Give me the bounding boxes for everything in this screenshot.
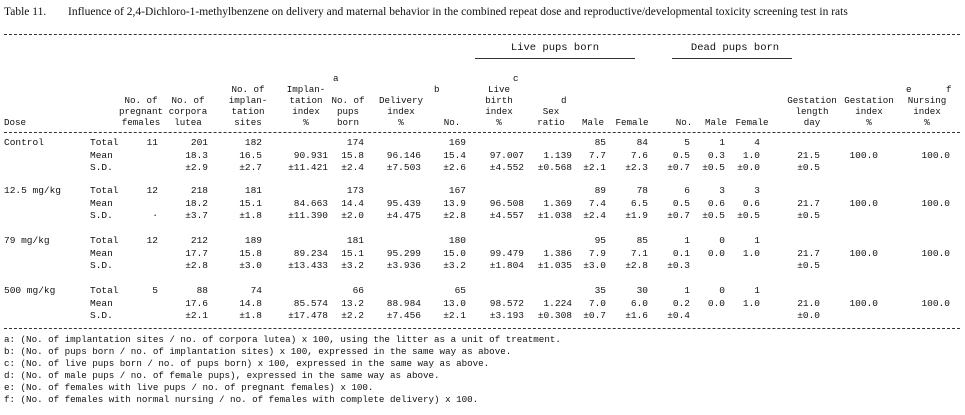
- cell-gest_idx: 100.0: [849, 297, 878, 309]
- cell-pups: 15.8: [341, 149, 364, 161]
- cell-pregnant: 11: [146, 137, 158, 148]
- cell-live_no: 167: [448, 185, 466, 196]
- cell-corpora: 212: [190, 235, 208, 246]
- cell-stat: S.D.: [90, 210, 113, 221]
- col-header-nurs_idx: Nursing index %: [907, 95, 947, 128]
- cell-pups: ±2.0: [341, 210, 364, 221]
- cell-male: ±2.4: [583, 210, 606, 221]
- footnote-mark-sex_ratio: d: [561, 95, 567, 106]
- cell-deliv_idx: ±7.503: [386, 162, 421, 173]
- footnote: d: (No. of male pups / no. of female pups), expressed in the same way as above.: [4, 370, 440, 381]
- cell-pregnant: 5: [152, 285, 158, 296]
- cell-corpora: 88: [196, 285, 208, 296]
- footnote: c: (No. of live pups born / no. of pups born) x 100, expressed in the same way as above.: [4, 358, 490, 369]
- cell-female: 78: [636, 185, 648, 196]
- cell-live_idx: ±4.552: [489, 162, 524, 173]
- cell-live_no: 15.4: [443, 149, 466, 161]
- cell-dead_male: ±0.5: [702, 162, 725, 173]
- cell-corpora: ±2.8: [185, 260, 208, 271]
- cell-corpora: ±2.9: [185, 162, 208, 173]
- cell-dead_no: ±0.7: [667, 210, 690, 221]
- cell-pups: 13.2: [341, 297, 364, 309]
- dead-pups-group-underline: [672, 58, 792, 59]
- col-header-deliv_idx: Delivery index %: [378, 95, 424, 128]
- col-header-gest_len: Gestation length day: [787, 95, 837, 128]
- cell-implant: ±2.7: [239, 162, 262, 173]
- dose-label: 500 mg/kg: [4, 285, 56, 296]
- cell-female: 7.1: [630, 247, 648, 259]
- cell-dead_male: 0.0: [707, 247, 725, 259]
- cell-nurs_idx: 100.0: [921, 297, 950, 309]
- cell-pups: ±3.2: [341, 260, 364, 271]
- cell-corpora: 218: [190, 185, 208, 196]
- cell-male: 7.7: [588, 149, 606, 161]
- cell-stat: Total: [90, 185, 119, 196]
- cell-impl_idx: 85.574: [293, 297, 328, 309]
- live-pups-group-header: Live pups born: [510, 42, 600, 54]
- cell-pregnant: 12: [146, 185, 158, 196]
- cell-dead_no: 0.2: [672, 297, 690, 309]
- cell-male: ±2.1: [583, 162, 606, 173]
- dose-label: 12.5 mg/kg: [4, 185, 62, 196]
- cell-pups: 66: [352, 285, 364, 296]
- cell-live_no: 65: [454, 285, 466, 296]
- cell-dead_no: 0.5: [672, 149, 690, 161]
- cell-dead_male: 3: [719, 185, 725, 196]
- footnote: a: (No. of implantation sites / no. of corpora lutea) x 100, using the litter as a unit of treatment.: [4, 334, 561, 345]
- col-header-male: Male: [581, 117, 605, 128]
- cell-implant: 181: [244, 185, 262, 196]
- footnote-mark-gest_idx: e: [906, 84, 912, 95]
- cell-live_idx: 98.572: [489, 297, 524, 309]
- cell-dead_no: ±0.4: [667, 310, 690, 321]
- cell-live_idx: ±1.804: [489, 260, 524, 271]
- dose-label: Control: [4, 137, 44, 148]
- footnote: b: (No. of pups born / no. of implantation sites) x 100, expressed in the same way as above.: [4, 346, 512, 357]
- footnote-mark-deliv_idx: b: [434, 84, 440, 95]
- cell-female: ±1.9: [625, 210, 648, 221]
- col-header-dead_male: Male: [704, 117, 728, 128]
- header-dashed-rule: [4, 132, 960, 133]
- col-header-pregnant: No. of pregnant females: [118, 95, 164, 128]
- cell-live_idx: ±3.193: [489, 310, 524, 321]
- cell-dead_male: 0.3: [707, 149, 725, 161]
- col-header-live_no: No.: [443, 117, 461, 128]
- cell-corpora: 17.7: [185, 247, 208, 259]
- col-header-dead_female: Female: [735, 117, 769, 128]
- cell-stat: S.D.: [90, 260, 113, 271]
- cell-live_idx: 96.508: [489, 197, 524, 209]
- cell-live_idx: 97.007: [489, 149, 524, 161]
- cell-male: 95: [594, 235, 606, 246]
- cell-live_idx: ±4.557: [489, 210, 524, 221]
- cell-sex_ratio: ±1.035: [537, 260, 572, 271]
- cell-implant: 14.8: [239, 297, 262, 309]
- cell-dead_no: 5: [684, 137, 690, 148]
- cell-sex_ratio: ±0.308: [537, 310, 572, 321]
- footnote-mark-live_idx: c: [513, 73, 519, 84]
- col-header-live_idx: Live birth index %: [485, 84, 513, 128]
- cell-dead_female: 1: [754, 285, 760, 296]
- cell-male: ±0.7: [583, 310, 606, 321]
- top-dashed-rule: [4, 34, 960, 35]
- cell-dead_female: 0.6: [742, 197, 760, 209]
- cell-deliv_idx: ±3.936: [386, 260, 421, 271]
- cell-nurs_idx: 100.0: [921, 197, 950, 209]
- cell-dead_female: 4: [754, 137, 760, 148]
- cell-live_no: ±2.1: [443, 310, 466, 321]
- cell-gest_idx: 100.0: [849, 247, 878, 259]
- cell-corpora: ±2.1: [185, 310, 208, 321]
- cell-male: 89: [594, 185, 606, 196]
- cell-stat: Total: [90, 235, 119, 246]
- cell-live_no: ±2.6: [443, 162, 466, 173]
- table-title: Influence of 2,4-Dichloro-1-methylbenzene on delivery and maternal behavior in the combined repeat dose and reproductive/developmental toxicity screening test in rats: [68, 6, 848, 18]
- col-header-corpora: No. of corpora lutea: [168, 95, 208, 128]
- cell-gest_idx: 100.0: [849, 197, 878, 209]
- cell-sex_ratio: ±1.038: [537, 210, 572, 221]
- cell-dead_no: 1: [684, 235, 690, 246]
- cell-pregnant: 12: [146, 235, 158, 246]
- cell-deliv_idx: ±4.475: [386, 210, 421, 221]
- footnote-mark-impl_idx: a: [333, 73, 339, 84]
- cell-gest_len: 21.0: [797, 297, 820, 309]
- cell-female: 6.5: [630, 197, 648, 209]
- cell-male: 7.4: [588, 197, 606, 209]
- cell-dead_female: 1.0: [742, 149, 760, 161]
- cell-female: ±1.6: [625, 310, 648, 321]
- cell-male: 35: [594, 285, 606, 296]
- cell-dead_no: ±0.3: [667, 260, 690, 271]
- cell-live_idx: 99.479: [489, 247, 524, 259]
- cell-stat: Mean: [90, 297, 113, 309]
- cell-corpora: 18.2: [185, 197, 208, 209]
- cell-stat: S.D.: [90, 162, 113, 173]
- col-header-impl_idx: Implan- tation index %: [286, 84, 326, 128]
- cell-corpora: 201: [190, 137, 208, 148]
- cell-female: ±2.3: [625, 162, 648, 173]
- cell-deliv_idx: 88.984: [386, 297, 421, 309]
- cell-female: ±2.8: [625, 260, 648, 271]
- cell-gest_idx: 100.0: [849, 149, 878, 161]
- col-header-gest_idx: Gestation index %: [844, 95, 894, 128]
- cell-implant: 15.1: [239, 197, 262, 209]
- cell-implant: 16.5: [239, 149, 262, 161]
- cell-dead_no: 0.5: [672, 197, 690, 209]
- cell-male: ±3.0: [583, 260, 606, 271]
- cell-implant: 15.8: [239, 247, 262, 259]
- cell-pups: 173: [346, 185, 364, 196]
- cell-implant: 74: [250, 285, 262, 296]
- cell-pups: ±2.4: [341, 162, 364, 173]
- cell-nurs_idx: 100.0: [921, 149, 950, 161]
- cell-dead_no: 1: [684, 285, 690, 296]
- cell-implant: ±1.8: [239, 210, 262, 221]
- cell-live_no: 13.0: [443, 297, 466, 309]
- col-header-dose: Dose: [4, 117, 27, 128]
- cell-deliv_idx: 95.299: [386, 247, 421, 259]
- cell-dead_male: 1: [719, 137, 725, 148]
- cell-deliv_idx: ±7.456: [386, 310, 421, 321]
- cell-dead_male: ±0.5: [702, 210, 725, 221]
- cell-gest_len: ±0.0: [797, 310, 820, 321]
- col-header-sex_ratio: Sex ratio: [537, 106, 565, 128]
- cell-dead_female: ±0.5: [737, 210, 760, 221]
- cell-gest_len: ±0.5: [797, 260, 820, 271]
- cell-impl_idx: 90.931: [293, 149, 328, 161]
- cell-pups: ±2.2: [341, 310, 364, 321]
- cell-stat: S.D.: [90, 310, 113, 321]
- footnote-mark-nurs_idx: f: [946, 84, 952, 95]
- cell-impl_idx: 84.663: [293, 197, 328, 209]
- cell-dead_male: 0.6: [707, 197, 725, 209]
- cell-dead_female: 3: [754, 185, 760, 196]
- bottom-dashed-rule: [4, 328, 960, 329]
- cell-sex_ratio: 1.139: [543, 149, 572, 161]
- cell-impl_idx: ±13.433: [288, 260, 328, 271]
- cell-dead_male: 0.0: [707, 297, 725, 309]
- cell-stat: Mean: [90, 149, 113, 161]
- cell-female: 30: [636, 285, 648, 296]
- cell-female: 6.0: [630, 297, 648, 309]
- col-header-pups: No. of pups born: [331, 95, 365, 128]
- dead-pups-group-header: Dead pups born: [690, 42, 780, 54]
- cell-implant: 189: [244, 235, 262, 246]
- cell-pups: 174: [346, 137, 364, 148]
- cell-sex_ratio: 1.386: [543, 247, 572, 259]
- cell-corpora: 18.3: [185, 149, 208, 161]
- cell-implant: 182: [244, 137, 262, 148]
- cell-dead_male: 0: [719, 285, 725, 296]
- cell-dead_no: 0.1: [672, 247, 690, 259]
- cell-pups: 181: [346, 235, 364, 246]
- cell-stat: Mean: [90, 247, 113, 259]
- cell-implant: ±3.0: [239, 260, 262, 271]
- cell-dead_female: 1.0: [742, 247, 760, 259]
- cell-male: 85: [594, 137, 606, 148]
- cell-impl_idx: ±11.421: [288, 162, 328, 173]
- cell-male: 7.9: [588, 247, 606, 259]
- cell-dead_female: ±0.0: [737, 162, 760, 173]
- cell-pups: 15.1: [341, 247, 364, 259]
- cell-sex_ratio: 1.224: [543, 297, 572, 309]
- cell-gest_len: ±0.5: [797, 210, 820, 221]
- footnote: e: (No. of females with live pups / no. of pregnant females) x 100.: [4, 382, 374, 393]
- cell-gest_len: 21.7: [797, 197, 820, 209]
- table-caption: [4, 6, 848, 18]
- cell-pregnant: ·: [152, 210, 158, 221]
- cell-live_no: 180: [448, 235, 466, 246]
- cell-dead_no: 6: [684, 185, 690, 196]
- cell-nurs_idx: 100.0: [921, 247, 950, 259]
- cell-gest_len: 21.7: [797, 247, 820, 259]
- cell-deliv_idx: 95.439: [386, 197, 421, 209]
- cell-female: 85: [636, 235, 648, 246]
- cell-dead_male: 0: [719, 235, 725, 246]
- footnote: f: (No. of females with normal nursing / no. of females with complete delivery) x 100.: [4, 394, 479, 405]
- cell-gest_len: 21.5: [797, 149, 820, 161]
- cell-implant: ±1.8: [239, 310, 262, 321]
- cell-gest_len: ±0.5: [797, 162, 820, 173]
- cell-corpora: ±3.7: [185, 210, 208, 221]
- cell-impl_idx: ±17.478: [288, 310, 328, 321]
- cell-impl_idx: 89.234: [293, 247, 328, 259]
- cell-sex_ratio: 1.369: [543, 197, 572, 209]
- cell-female: 84: [636, 137, 648, 148]
- col-header-implant: No. of implan- tation sites: [228, 84, 268, 128]
- col-header-female: Female: [615, 117, 649, 128]
- cell-live_no: ±3.2: [443, 260, 466, 271]
- cell-male: 7.0: [588, 297, 606, 309]
- cell-live_no: 13.9: [443, 197, 466, 209]
- cell-stat: Mean: [90, 197, 113, 209]
- cell-dead_female: 1: [754, 235, 760, 246]
- cell-deliv_idx: 96.146: [386, 149, 421, 161]
- cell-live_no: 169: [448, 137, 466, 148]
- dose-label: 79 mg/kg: [4, 235, 50, 246]
- cell-female: 7.6: [630, 149, 648, 161]
- cell-dead_no: ±0.7: [667, 162, 690, 173]
- cell-live_no: ±2.8: [443, 210, 466, 221]
- cell-corpora: 17.6: [185, 297, 208, 309]
- cell-pups: 14.4: [341, 197, 364, 209]
- cell-dead_female: 1.0: [742, 297, 760, 309]
- cell-live_no: 15.0: [443, 247, 466, 259]
- cell-stat: Total: [90, 285, 119, 296]
- table-number: Table 11.: [4, 6, 47, 18]
- live-pups-group-underline: [475, 58, 635, 59]
- cell-impl_idx: ±11.390: [288, 210, 328, 221]
- col-header-dead_no: No.: [675, 117, 693, 128]
- cell-sex_ratio: ±0.568: [537, 162, 572, 173]
- cell-stat: Total: [90, 137, 119, 148]
